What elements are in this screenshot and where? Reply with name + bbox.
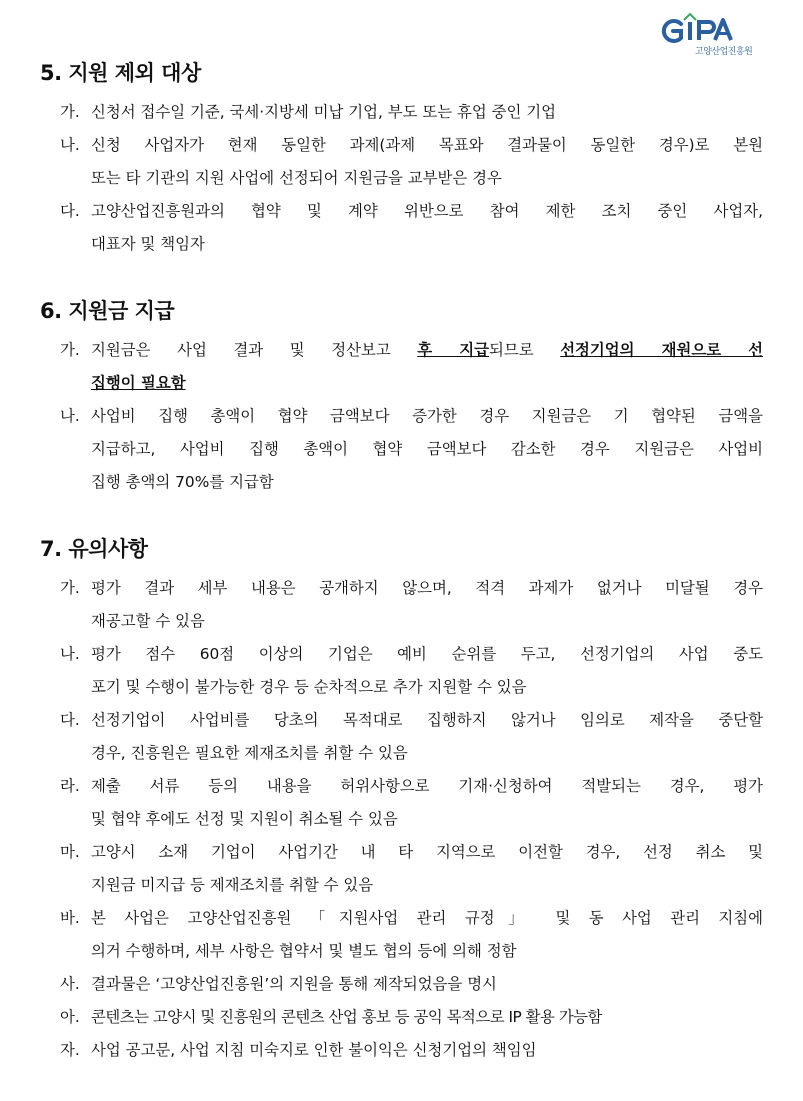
item-line: 의거 수행하며, 세부 사항은 협약서 및 별도 협의 등에 의해 정함 [91,942,517,960]
list-item [40,770,763,836]
list-item [40,704,763,770]
item-line: 고양산업진흥원과의 협약 및 계약 위반으로 참여 제한 조치 중인 사업자, [91,202,763,220]
item-line: 경우, 진흥원은 필요한 제재조치를 취할 수 있음 [91,744,408,762]
item-marker: 아. [60,1008,80,1026]
item-line: 신청 사업자가 현재 동일한 과제(과제 목표와 결과물이 동일한 경우)로 본원 [91,136,763,154]
item-marker: 사. [60,975,80,993]
list-item [40,195,763,261]
item-line: 사업비 집행 총액이 협약 금액보다 증가한 경우 지원금은 기 협약된 금액을 [91,407,763,425]
item-line: 고양시 소재 기업이 사업기간 내 타 지역으로 이전할 경우, 선정 취소 및 [91,843,763,861]
item-line [91,367,763,400]
item-marker: 다. [60,202,80,220]
item-marker: 자. [60,1041,80,1059]
list-item [40,836,763,902]
list-item [40,968,763,1001]
item-line: 본 사업은 고양산업진흥원 「지원사업 관리 규정」 및 동 사업 관리 지침에 [91,909,763,927]
item-line: 평가 점수 60점 이상의 기업은 예비 순위를 두고, 선정기업의 사업 중도 [91,645,763,663]
emphasis-text: 집행이 필요함 [91,374,186,392]
item-line: 결과물은 ‘고양산업진흥원’의 지원을 통해 제작되었음을 명시 [91,975,497,993]
section-title: 5. 지원 제외 대상 [40,61,201,85]
item-marker: 가. [60,103,80,121]
gipa-logo [651,12,763,56]
list-item [40,96,763,129]
item-line: 선정기업이 사업비를 당초의 목적대로 집행하지 않거나 임의로 제작을 중단할 [91,711,763,729]
item-text: 되므로 [488,341,561,359]
item-line: 대표자 및 책임자 [91,235,205,253]
item-line: 사업 공고문, 사업 지침 미숙지로 인한 불이익은 신청기업의 책임임 [91,1041,537,1059]
section-7 [40,534,763,1067]
list-item [40,1034,763,1067]
gipa-logo-mark [651,12,763,46]
emphasis-text: 선정기업의 재원으로 선 [560,341,763,359]
item-marker: 나. [60,136,80,154]
section-title: 6. 지원금 지급 [40,299,175,323]
item-line: 재공고할 수 있음 [91,612,205,630]
item-line: 집행 총액의 70%를 지급함 [91,473,274,491]
logo-subtitle: 고양산업진흥원 [695,47,753,57]
list-item [40,572,763,638]
item-marker: 다. [60,711,80,729]
list-item [40,400,763,499]
item-line: 또는 타 기관의 지원 사업에 선정되어 지원금을 교부받은 경우 [91,169,502,187]
item-marker: 가. [60,341,80,359]
item-marker: 나. [60,407,80,425]
section-6 [40,296,763,499]
item-marker: 바. [60,909,80,927]
item-marker: 라. [60,777,80,795]
item-marker: 가. [60,579,80,597]
list-item [40,334,763,400]
item-marker: 마. [60,843,80,861]
item-line: 포기 및 수행이 불가능한 경우 등 순차적으로 추가 지원할 수 있음 [91,678,527,696]
list-item [40,129,763,195]
list-item [40,638,763,704]
item-line [91,334,763,367]
item-line: 제출 서류 등의 내용을 허위사항으로 기재·신청하여 적발되는 경우, 평가 [91,777,763,795]
item-line: 신청서 접수일 기준, 국세·지방세 미납 기업, 부도 또는 휴업 중인 기업 [91,103,557,121]
section-5 [40,58,763,261]
item-marker: 나. [60,645,80,663]
list-item [40,1001,763,1034]
item-text: 지원금은 사업 결과 및 정산보고 [91,341,418,359]
section-title: 7. 유의사항 [40,537,148,561]
item-line: 평가 결과 세부 내용은 공개하지 않으며, 적격 과제가 없거나 미달될 경우 [91,579,763,597]
item-line: 콘텐츠는 고양시 및 진흥원의 콘텐츠 산업 홍보 등 공익 목적으로 IP 활용 가능함 [91,1008,602,1026]
emphasis-text: 후 지급 [417,341,489,359]
item-line: 지원금 미지급 등 제재조치를 취할 수 있음 [91,876,374,894]
item-line: 지급하고, 사업비 집행 총액이 협약 금액보다 감소한 경우 지원금은 사업비 [91,440,763,458]
list-item [40,902,763,968]
item-line: 및 협약 후에도 선정 및 지원이 취소될 수 있음 [91,810,398,828]
